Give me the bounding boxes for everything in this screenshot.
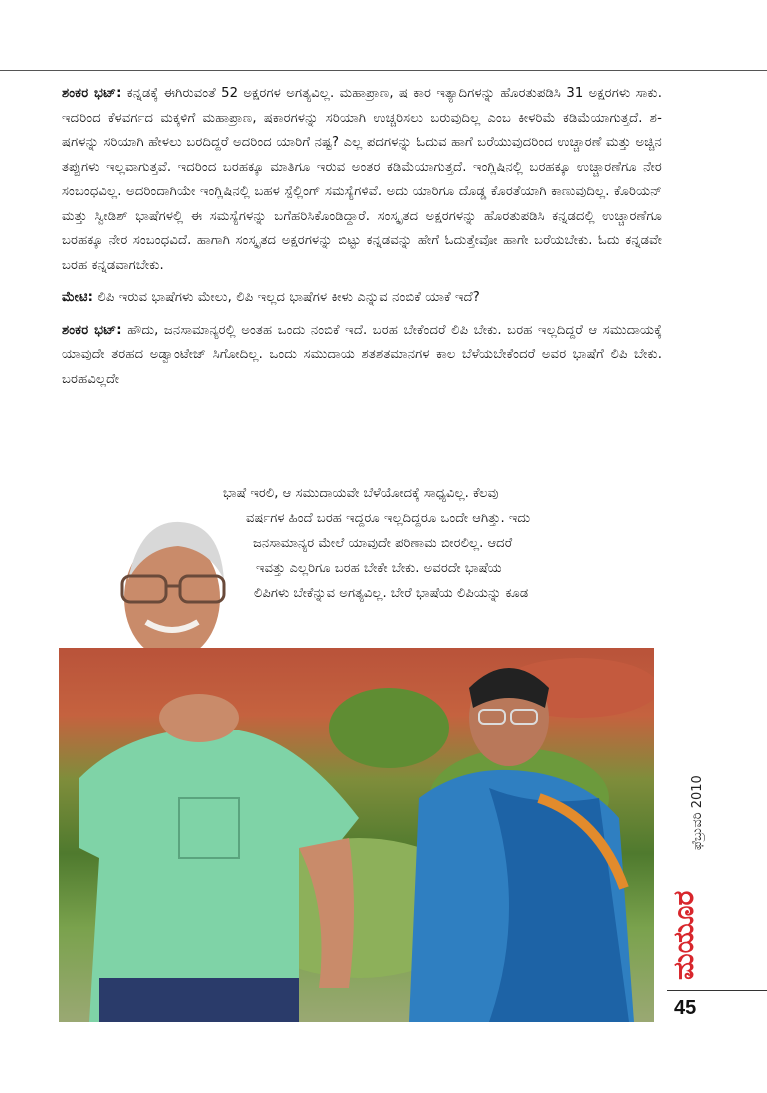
man-head-photo [100,510,250,660]
magazine-logo: ಮಯೂರ [668,890,699,980]
wrapped-line: ಜನಸಾಮಾನ್ಯರ ಮೇಲೆ ಯಾವುದೇ ಪರಿಣಾಮ ಬೀರಲಿಲ್ಲ. ಆದರೆ [253,536,513,551]
top-rule [0,70,767,71]
issue-date: ಫೆಬ್ರುವರಿ 2010 [690,775,705,850]
magazine-spine [667,740,707,980]
wrapped-line: ಇವತ್ತು ಎಲ್ಲರಿಗೂ ಬರಹ ಬೇಕೇ ಬೇಕು. ಅವರದೇ ಭಾಷೆಯ [256,561,502,576]
paragraph-text: ಲಿಪಿ ಇರುವ ಭಾಷೆಗಳು ಮೇಲು, ಲಿಪಿ ಇಲ್ಲದ ಭಾಷೆಗಳ ಕೀಳು ಎನ್ನುವ ನಂಬಿಕೆ ಯಾಕೆ ಇದೆ? [97,290,480,305]
article-body [62,82,662,400]
speaker-label: ಶಂಕರ ಭಟ್: [62,322,122,338]
paragraph-answer-2 [62,319,662,393]
paragraph-answer-1 [62,82,662,278]
page-number-rule [667,990,767,991]
paragraph-question [62,286,662,311]
wrapped-line: ಲಿಪಿಗಳು ಬೇಕೆನ್ನುವ ಅಗತ್ಯವಿಲ್ಲ. ಬೇರೆ ಭಾಷೆಯ ಲಿಪಿಯನ್ನು ಕೂಡ [254,586,529,601]
paragraph-text: ಕನ್ನಡಕ್ಕೆ ಈಗಿರುವಂತೆ 52 ಅಕ್ಷರಗಳ ಅಗತ್ಯವಿಲ್ಲ. ಮಹಾಪ್ರಾಣ, ಷ ಕಾರ ಇತ್ಯಾದಿಗಳನ್ನು ಹೊರತುಪಡಿಸಿ 31 ಅಕ್ಷರಗಳು ಸಾಕು. ಇದರಿಂದ ಕೆಳವರ್ಗದ ಮಕ್ಕಳಿಗೆ ಮಹಾಪ್ರಾಣ, ಷಕಾರಗಳನ್ನು ಸರಿಯಾಗಿ ಉಚ್ಚರಿಸಲು ಬರುವುದಿಲ್ಲ ಎಂಬ ಕೀಳರಿಮೆ ಕಡಿಮೆಯಾಗುತ್ತದೆ. ಶ-ಷಗಳನ್ನು ಸರಿಯಾಗಿ ಹೇಳಲು ಬರದಿದ್ದರೆ ಅದರಿಂದ ಯಾರಿಗೆ ನಷ್ಟ? ಎಲ್ಲ ಪದಗಳನ್ನು ಓದುವ ಹಾಗೆ ಬರೆಯುವುದರಿಂದ ಉಚ್ಚಾರಣೆ ಮತ್ತು ಅಚ್ಚಿನ ತಪ್ಪುಗಳು ಇಲ್ಲವಾಗುತ್ತವೆ. ಇದರಿಂದ ಬರಹಕ್ಕೂ ಮಾತಿಗೂ ಇರುವ ಅಂತರ ಕಡಿಮೆಯಾಗುತ್ತದೆ. ಇಂಗ್ಲಿಷಿನಲ್ಲಿ ಬರಹಕ್ಕೂ ಉಚ್ಚಾರಣೆಗೂ ನೇರ ಸಂಬಂಧವಿಲ್ಲ. ಅದರಿಂದಾಗಿಯೇ ಇಂಗ್ಲಿಷಿನಲ್ಲಿ ಬಹಳ ಸ್ಪೆಲ್ಲಿಂಗ್ ಸಮಸ್ಯೆಗಳಿವೆ. ಅದು ಯಾರಿಗೂ ದೊಡ್ಡ ಕೊರತೆಯಾಗಿ ಕಾಣುವುದಿಲ್ಲ. ಕೊರಿಯನ್ ಮತ್ತು ಸ್ವೀಡಿಶ್ ಭಾಷೆಗಳಲ್ಲಿ ಈ ಸಮಸ್ಯೆಗಳನ್ನು ಬಗೆಹರಿಸಿಕೊಂಡಿದ್ದಾರೆ. ಸಂಸ್ಕೃತದ ಅಕ್ಷರಗಳನ್ನು ಹೊರತುಪಡಿಸಿ ಕನ್ನಡದಲ್ಲಿ ಉಚ್ಚಾರಣೆಗೂ ಬರಹಕ್ಕೂ ನೇರ ಸಂಬಂಧವಿದೆ. ಹಾಗಾಗಿ ಸಂಸ್ಕೃತದ ಅಕ್ಷರಗಳನ್ನು ಬಿಟ್ಟು ಕನ್ನಡವನ್ನು ಹೇಗೆ ಓದುತ್ತೇವೋ ಹಾಗೇ ಬರೆಯಬೇಕು. ಓದು ಕನ್ನಡವೇ ಬರಹ ಕನ್ನಡವಾಗಬೇಕು. [62,86,662,273]
wrapped-line: ವರ್ಷಗಳ ಹಿಂದೆ ಬರಹ ಇದ್ದರೂ ಇಲ್ಲದಿದ್ದರೂ ಒಂದೇ ಆಗಿತ್ತು. ಇದು [246,511,531,526]
speaker-label: ಶಂಕರ ಭಟ್: [62,86,122,101]
page-number: 45 [674,997,697,1019]
wrapped-line: ಭಾಷೆ ಇರಲಿ, ಆ ಸಮುದಾಯವೇ ಬೆಳೆಯೋದಕ್ಕೆ ಸಾಧ್ಯವಿಲ್ಲ. ಕೆಲವು [223,486,499,501]
photo-couple [59,648,654,1022]
speaker-label: ಮೇಟಿ: [62,290,94,305]
paragraph-text: ಹೌದು, ಜನಸಾಮಾನ್ಯರಲ್ಲಿ ಅಂತಹ ಒಂದು ನಂಬಿಕೆ ಇದೆ. ಬರಹ ಬೇಕೆಂದರೆ ಲಿಪಿ ಬೇಕು. ಬರಹ ಇಲ್ಲದಿದ್ದರೆ ಆ ಸಮುದಾಯಕ್ಕೆ ಯಾವುದೇ ತರಹದ ಅಡ್ವಾಂಟೇಜ್ ಸಿಗೋದಿಲ್ಲ. ಒಂದು ಸಮುದಾಯ ಶತಶತಮಾನಗಳ ಕಾಲ ಬೆಳೆಯಬೇಕೆಂದರೆ ಅವರ ಭಾಷೆಗೆ ಲಿಪಿ ಬೇಕು. ಬರಹವಿಲ್ಲದೇ [62,322,663,387]
